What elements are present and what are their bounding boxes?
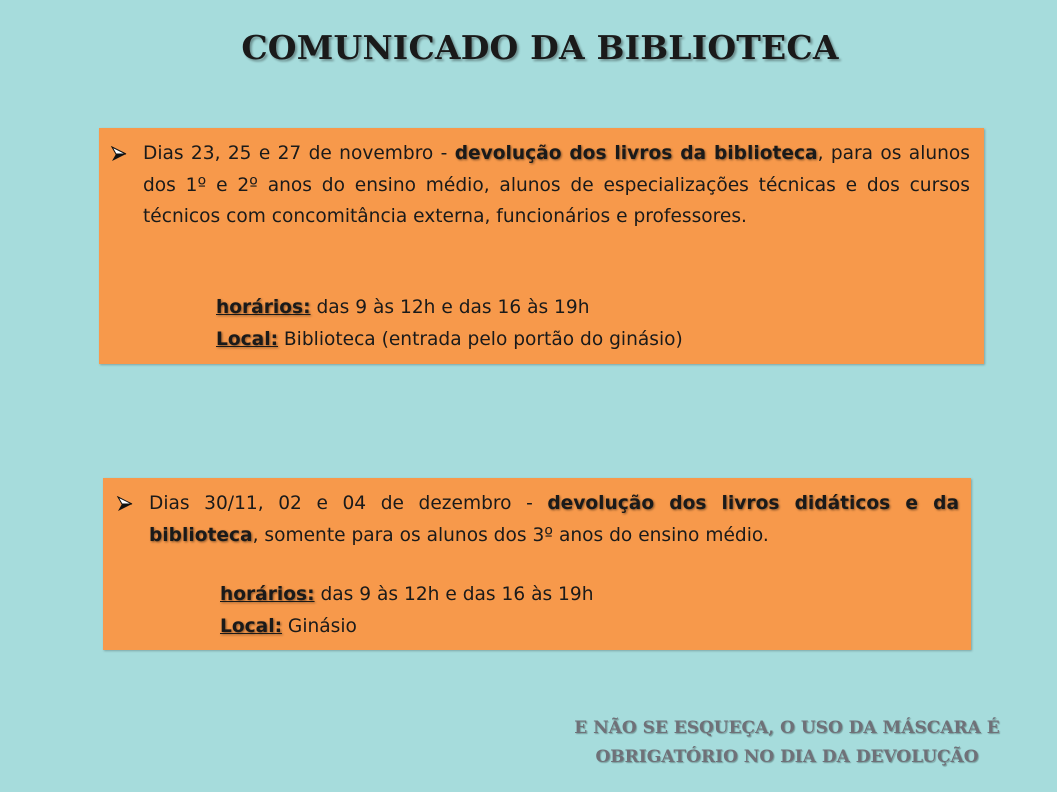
- notice-1-text: [143, 138, 970, 233]
- notice-2-location: [220, 611, 594, 643]
- notice-2-rest: , somente para os alunos dos 3º anos do ensino médio.: [252, 524, 769, 546]
- notice-2-lead: Dias 30/11, 02 e 04 de dezembro -: [149, 493, 548, 514]
- notice-1-details: [216, 292, 683, 355]
- mask-reminder-line-1: E NÃO SE ESQUEÇA, O USO DA MÁSCARA É: [574, 718, 1000, 738]
- notice-2-text: [149, 488, 959, 551]
- hours-label: horários:: [216, 297, 311, 318]
- mask-reminder-line-2: OBRIGATÓRIO NO DIA DA DEVOLUÇÃO: [595, 747, 979, 767]
- location-label: Local:: [220, 615, 283, 637]
- notice-box-2: [103, 478, 971, 650]
- notice-box-1: [99, 128, 984, 364]
- notice-2-details: [220, 579, 594, 642]
- notice-1-hours: [216, 292, 683, 324]
- notice-1-location: [216, 324, 683, 356]
- hours-value: das 9 às 12h e das 16 às 19h: [310, 297, 590, 318]
- notice-1-lead: Dias 23, 25 e 27 de novembro -: [143, 143, 455, 164]
- page-title: COMUNICADO DA BIBLIOTECA: [241, 28, 839, 67]
- mask-reminder: [547, 714, 1027, 772]
- notice-1-bullet: [109, 138, 970, 233]
- hours-value: das 9 às 12h e das 16 às 19h: [314, 584, 594, 605]
- arrow-bullet-icon: [109, 144, 129, 164]
- notice-1-rest: , para os alunos dos 1º e 2º anos do ensino médio, alunos de especializações técnicas e dos cursos técnicos com concomitância externa, funcionários e professores.: [143, 143, 970, 227]
- location-label: Local:: [216, 328, 279, 350]
- location-value: Ginásio: [282, 615, 357, 637]
- arrow-bullet-icon: [115, 494, 135, 514]
- hours-label: horários:: [220, 584, 315, 605]
- notice-2-hours: [220, 579, 594, 611]
- notice-2-highlight: devolução dos livros didáticos e da biblioteca: [149, 493, 959, 546]
- notice-2-bullet: [115, 488, 959, 551]
- location-value: Biblioteca (entrada pelo portão do ginásio): [278, 328, 683, 350]
- notice-1-highlight: devolução dos livros da biblioteca: [454, 143, 818, 164]
